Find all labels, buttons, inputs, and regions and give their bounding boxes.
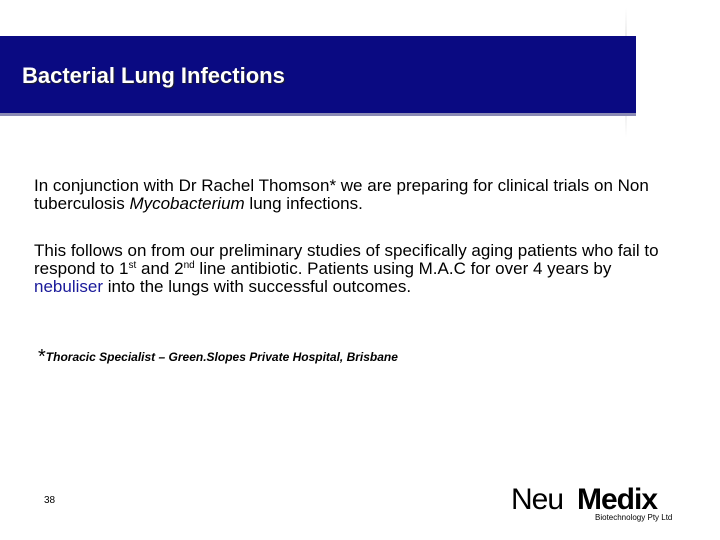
footnote <box>38 346 398 369</box>
company-logo <box>511 483 691 523</box>
footnote-text: Thoracic Specialist – Green.Slopes Private Hospital, Brisbane <box>45 350 398 364</box>
title-bar <box>0 36 636 113</box>
logo-medix: Medix <box>577 483 658 516</box>
p2-sup-nd: nd <box>183 260 195 271</box>
p1-text-c: lung infections. <box>244 194 363 213</box>
p1-italic-term: Mycobacterium <box>129 194 245 213</box>
p2-highlight-nebuliser: nebuliser <box>34 277 103 296</box>
footnote-asterisk: * <box>38 346 46 368</box>
logo-neu: Neu <box>511 483 564 516</box>
p2-text-c: line antibiotic. Patients using M.A.C for over 4 years by <box>194 259 612 278</box>
p2-sup-st: st <box>128 260 137 271</box>
slide-title: Bacterial Lung Infections <box>22 63 285 88</box>
p2-text-a: This follows on from our preliminary studies of specifically aging patients who fail to respond to 1 <box>34 241 659 278</box>
p1-text-a: In conjunction with Dr Rachel Thomson* we are preparing for clinical trials on Non tuberculosis <box>34 176 649 213</box>
page-number: 38 <box>44 495 56 506</box>
p2-text-d: into the lungs with successful outcomes. <box>103 277 412 296</box>
p2-text-b: and 2 <box>136 259 184 278</box>
logo-subtitle: Biotechnology Pty Ltd <box>595 513 673 522</box>
paragraph-preliminary-studies <box>34 242 664 296</box>
paragraph-clinical-trials <box>34 177 664 213</box>
